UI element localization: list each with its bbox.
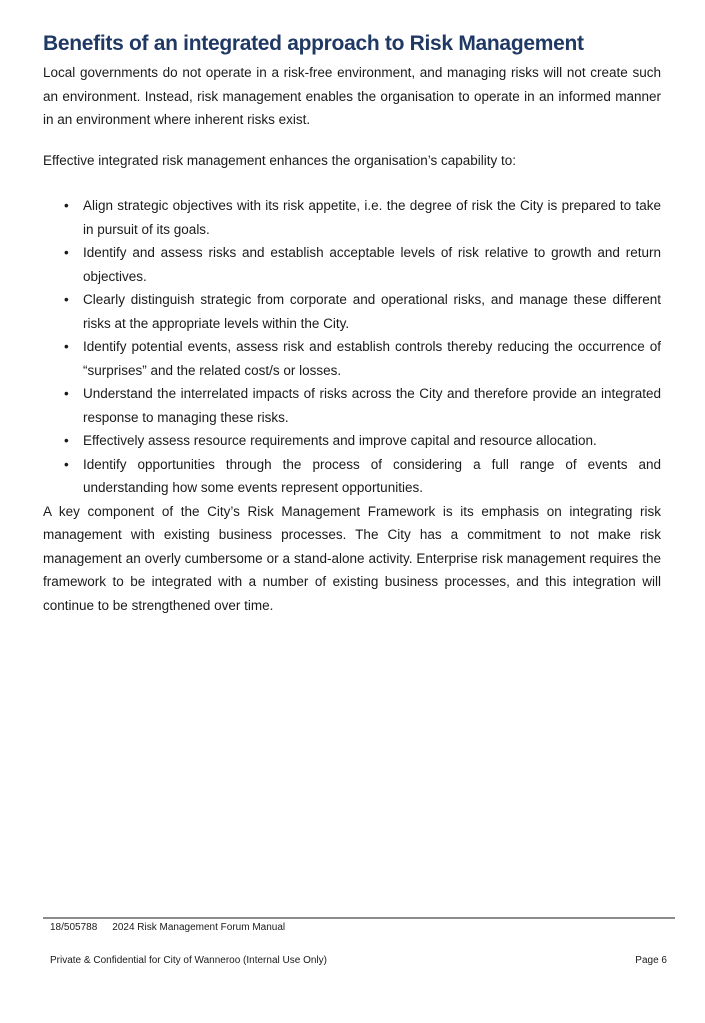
lead-in-paragraph: Effective integrated risk management enhances the organisation’s capability to: [43, 152, 517, 168]
footer-page-number: Page 6 [635, 955, 667, 966]
list-item-text: Understand the interrelated impacts of risks across the City and therefore provide an integrated response to managing these risks. [83, 386, 661, 425]
footer-divider [43, 917, 675, 919]
list-item-text: Identify potential events, assess risk and establish controls thereby reducing the occurrence of “surprises” and the related cost/s or losses. [83, 339, 661, 378]
list-item-text: Identify opportunities through the process of considering a full range of events and understanding how some events represent opportunities. [83, 456, 661, 495]
list-item [43, 429, 661, 453]
list-item [43, 194, 661, 241]
bullet-icon: • [64, 456, 69, 472]
list-item-text: Identify and assess risks and establish acceptable levels of risk relative to growth and return objectives. [83, 245, 661, 284]
list-item [43, 453, 661, 500]
page-content [43, 32, 661, 617]
intro-paragraph: Local governments do not operate in a risk-free environment, and managing risks will not create such an environment. Instead, risk management enables the organisation to operate in an informed manner in an environment where inherent risks exist. [43, 65, 661, 127]
bullet-icon: • [64, 198, 69, 213]
bullet-icon: • [64, 386, 69, 401]
list-item [43, 382, 661, 429]
bullet-icon: • [64, 339, 69, 354]
list-item-text: Align strategic objectives with its risk appetite, i.e. the degree of risk the City is prepared to take in pursuit of its goals. [83, 198, 661, 237]
footer-doc-ref: 18/505788 [50, 922, 98, 933]
closing-paragraph: A key component of the City’s Risk Management Framework is its emphasis on integrating risk management with existing business processes. The City has a commitment to not make risk management an overly cumbersome or a stand-alone activity. Enterprise risk management requires the framework to be integrated with a number of existing business processes, and this integration will continue to be strengthened over time. [43, 503, 661, 613]
footer-confidential-text: Private & Confidential for City of Wanneroo (Internal Use Only) [50, 955, 327, 966]
page-title: Benefits of an integrated approach to Risk Management [43, 32, 584, 55]
list-item-text: Effectively assess resource requirements and improve capital and resource allocation. [83, 433, 597, 448]
bullet-icon: • [64, 292, 69, 307]
footer-doc-title: 2024 Risk Management Forum Manual [112, 922, 286, 933]
footer-confidential-row [50, 954, 667, 967]
benefits-list [43, 194, 661, 500]
list-item-text: Clearly distinguish strategic from corporate and operational risks, and manage these different risks at the appropriate levels within the City. [83, 292, 661, 331]
footer-doc-info [50, 921, 285, 934]
list-item [43, 241, 661, 288]
list-item [43, 288, 661, 335]
list-item [43, 335, 661, 382]
bullet-icon: • [64, 245, 69, 260]
bullet-icon: • [64, 433, 69, 448]
